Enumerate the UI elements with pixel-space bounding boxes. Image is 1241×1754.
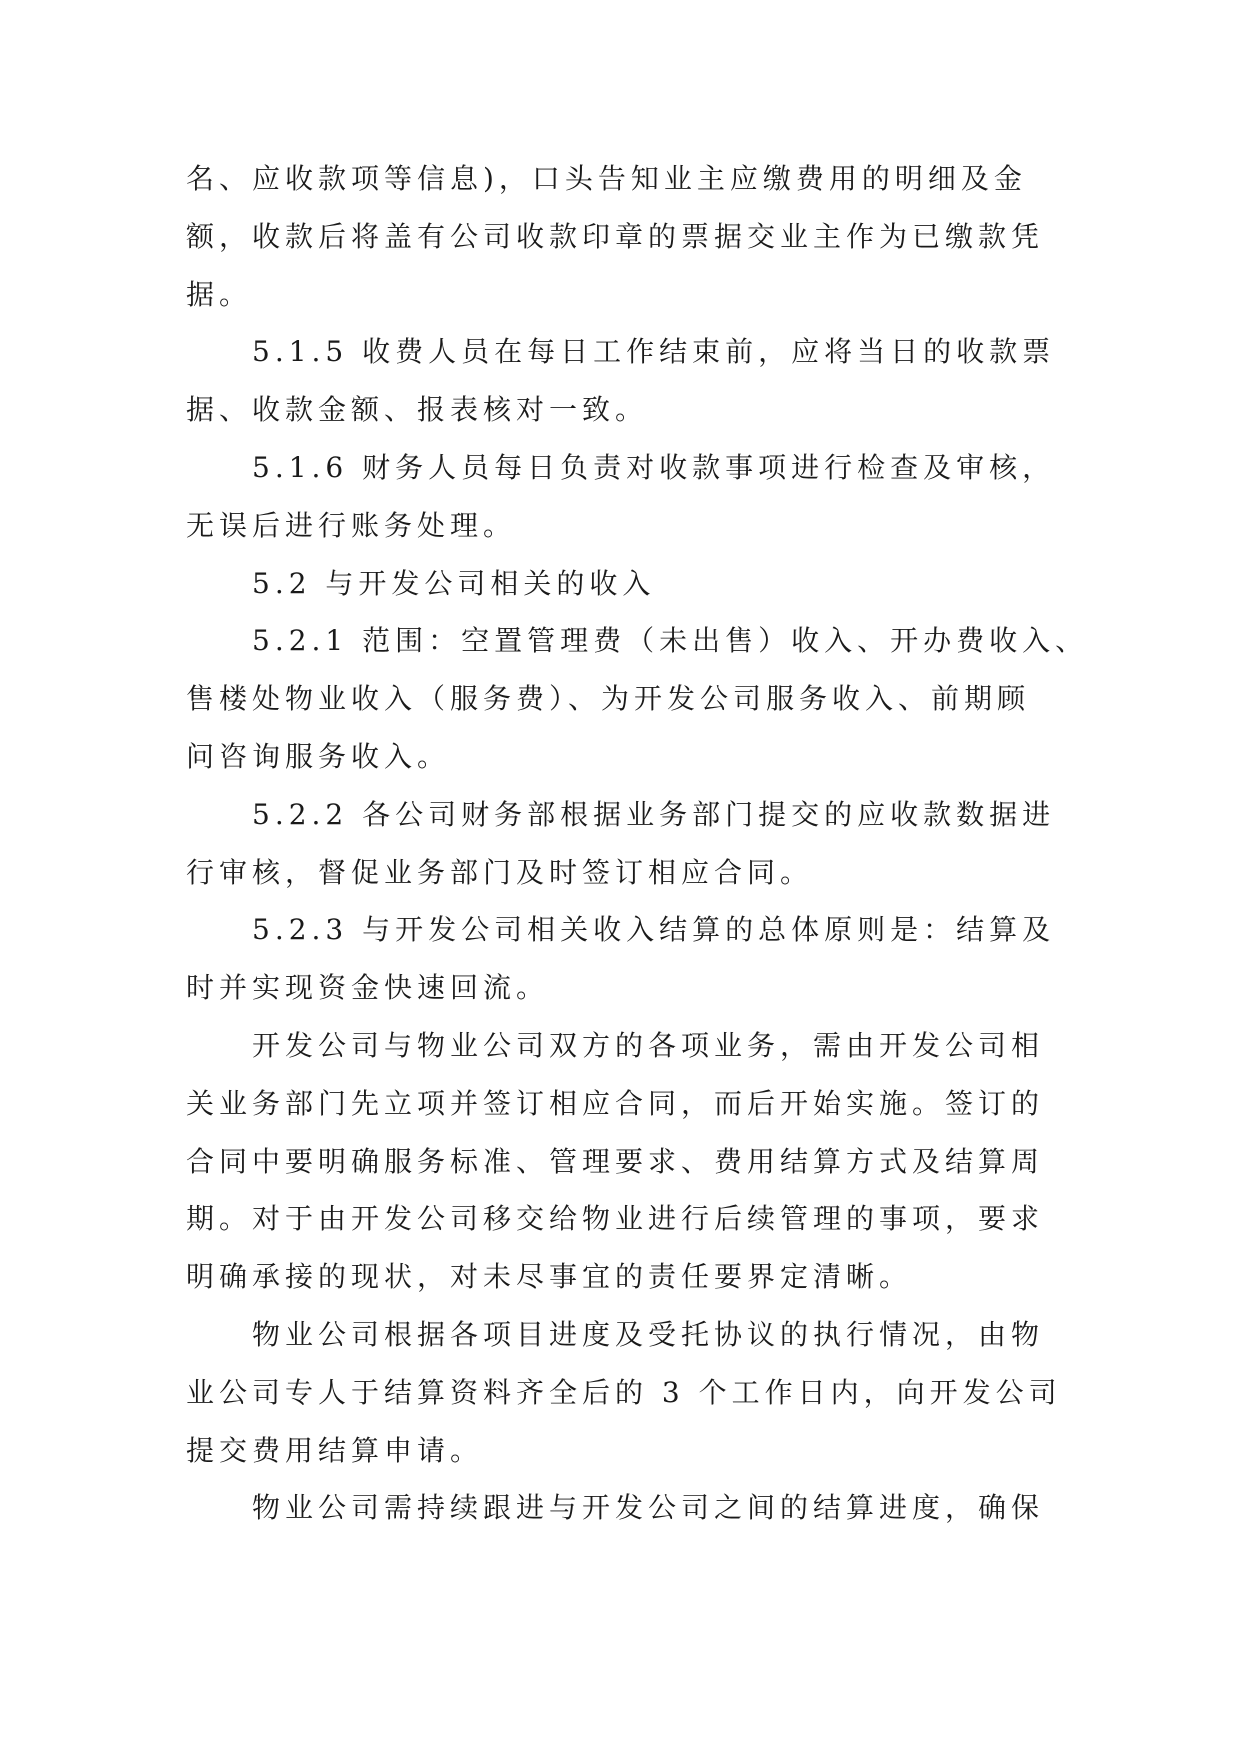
- text-line: 售楼处物业收入（服务费）、为开发公司服务收入、前期顾: [186, 682, 1031, 716]
- text-line: 明确承接的现状，对未尽事宜的责任要界定清晰。: [186, 1260, 913, 1294]
- paragraph-property-company: [186, 1306, 1066, 1479]
- text-line: 关业务部门先立项并签订相应合同，而后开始实施。签订的: [186, 1086, 1045, 1120]
- text-line: 额，收款后将盖有公司收款印章的票据交业主作为已缴款凭: [186, 219, 1045, 253]
- text-line: 5.2.2 各公司财务部根据业务部门提交的应收款数据进: [186, 797, 1056, 831]
- text-line: 5.1.6 财务人员每日负责对收款事项进行检查及审核，: [186, 450, 1056, 484]
- paragraph-5-1-4-continued: [186, 150, 1066, 323]
- text-line: 据。: [186, 277, 253, 311]
- text-line: 行审核，督促业务部门及时签订相应合同。: [186, 855, 814, 889]
- text-line: 物业公司根据各项目进度及受托协议的执行情况，由物: [186, 1317, 1045, 1351]
- text-line: 5.2.1 范围：空置管理费（未出售）收入、开办费收入、: [186, 624, 1089, 658]
- text-line: 提交费用结算申请。: [186, 1433, 484, 1467]
- paragraph-5-2-3: [186, 901, 1066, 1017]
- text-line: 业公司专人于结算资料齐全后的 3 个工作日内，向开发公司: [186, 1375, 1062, 1409]
- paragraph-5-2-1: [186, 612, 1089, 785]
- paragraph-dev-company: [186, 1017, 1066, 1306]
- text-line: 名、应收款项等信息)，口头告知业主应缴费用的明细及金: [186, 162, 1027, 195]
- text-line: 时并实现资金快速回流。: [186, 971, 550, 1005]
- paragraph-5-2-2: [186, 786, 1066, 902]
- text-line: 问咨询服务收入。: [186, 739, 451, 773]
- text-line: 5.1.5 收费人员在每日工作结束前，应将当日的收款票: [186, 335, 1056, 369]
- text-line: 期。对于由开发公司移交给物业进行后续管理的事项，要求: [186, 1202, 1045, 1236]
- text-line: 无误后进行账务处理。: [186, 508, 517, 542]
- text-line: 开发公司与物业公司双方的各项业务，需由开发公司相: [186, 1028, 1045, 1062]
- paragraph-5-1-5: [186, 323, 1066, 439]
- text-line: 据、收款金额、报表核对一致。: [186, 393, 649, 427]
- text-line: 合同中要明确服务标准、管理要求、费用结算方式及结算周: [186, 1144, 1045, 1178]
- section-heading-5-2: [186, 555, 1066, 613]
- text-line: 5.2.3 与开发公司相关收入结算的总体原则是：结算及: [186, 913, 1056, 947]
- text-line: 物业公司需持续跟进与开发公司之间的结算进度，确保: [186, 1491, 1045, 1525]
- text-line: 5.2 与开发公司相关的收入: [186, 566, 656, 600]
- paragraph-follow-up: [186, 1479, 1066, 1537]
- paragraph-5-1-6: [186, 439, 1066, 555]
- body-text: [186, 150, 1089, 1537]
